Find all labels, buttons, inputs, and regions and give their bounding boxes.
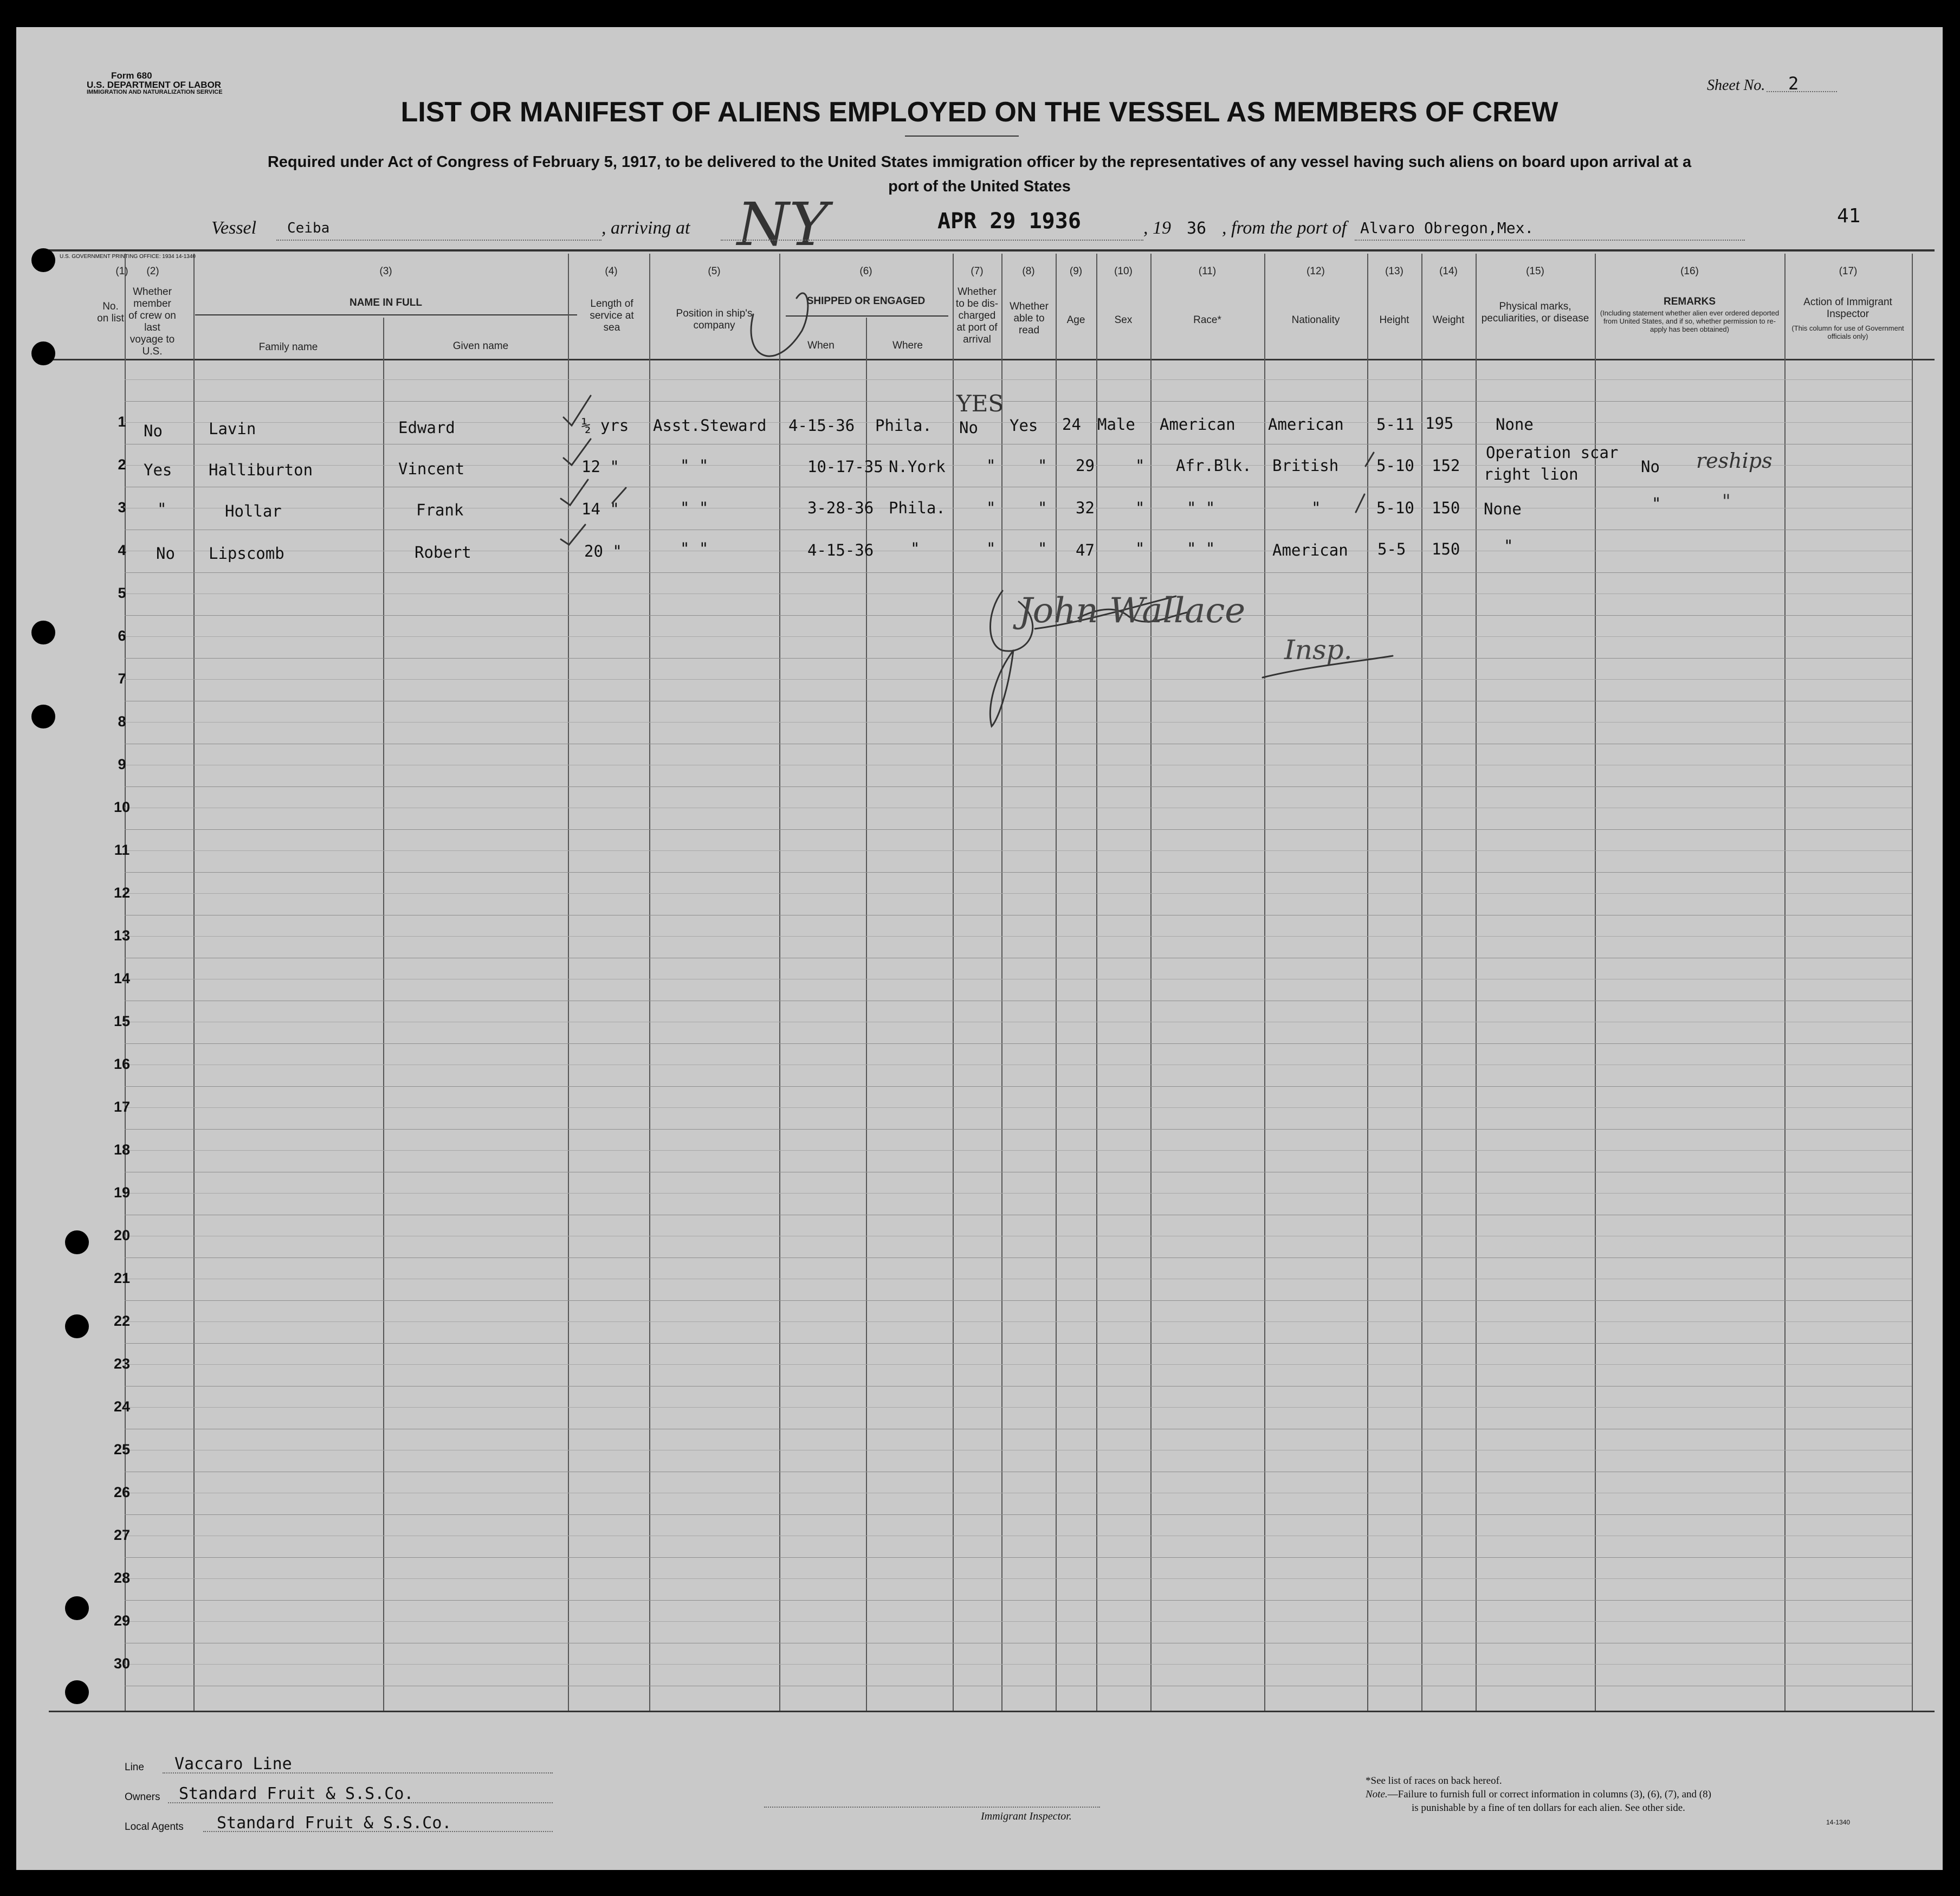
row4-weight: 150 bbox=[1432, 540, 1460, 558]
row2-age: 29 bbox=[1076, 456, 1095, 475]
row-number: 26 bbox=[113, 1484, 131, 1500]
row3-physical-marks: None bbox=[1484, 500, 1522, 518]
row-number: 29 bbox=[113, 1613, 131, 1629]
col-header-action: Action of Immigrant Inspector bbox=[1803, 296, 1892, 320]
row-number: 28 bbox=[113, 1570, 131, 1586]
department: U.S. DEPARTMENT OF LABOR bbox=[87, 80, 222, 90]
col-header-age: Age bbox=[1066, 314, 1085, 326]
row-number: 11 bbox=[114, 842, 130, 858]
punch-hole bbox=[65, 1314, 89, 1338]
colnum-17: (17) bbox=[1839, 266, 1858, 277]
row2-read: " bbox=[1038, 456, 1047, 475]
row-number: 2 bbox=[118, 456, 126, 473]
corner-mark: 41 bbox=[1837, 205, 1861, 227]
row-number: 3 bbox=[118, 499, 126, 515]
colnum-6: (6) bbox=[859, 266, 872, 277]
row-number: 23 bbox=[113, 1356, 131, 1372]
check-mark-row4 bbox=[561, 525, 585, 545]
row-number: 24 bbox=[113, 1398, 131, 1415]
col-header-race: Race* bbox=[1193, 314, 1221, 326]
printing-office: U.S. GOVERNMENT PRINTING OFFICE: 1934 14-1340 bbox=[60, 254, 196, 260]
row4-race: " " bbox=[1187, 539, 1215, 558]
tick-mark-height-3 bbox=[1356, 494, 1364, 512]
row2-given-name: Vincent bbox=[398, 460, 465, 478]
row-number: 4 bbox=[118, 542, 126, 558]
row3-race: " " bbox=[1187, 499, 1215, 517]
year-value: 36 bbox=[1187, 219, 1207, 238]
colnum-14: (14) bbox=[1439, 266, 1458, 277]
handwritten-marks bbox=[16, 27, 1943, 1870]
colnum-1: (1) bbox=[115, 266, 128, 277]
row3-discharged: " bbox=[986, 499, 996, 517]
col-header-shipped: SHIPPED OR ENGAGED bbox=[806, 295, 926, 307]
footer-owners-value: Standard Fruit & S.S.Co. bbox=[179, 1784, 414, 1803]
row3-nationality: " bbox=[1311, 499, 1321, 517]
row-number: 13 bbox=[113, 927, 131, 944]
col-header-family-name: Family name bbox=[258, 341, 318, 353]
row1-read: Yes bbox=[1010, 416, 1038, 435]
colnum-9: (9) bbox=[1069, 266, 1083, 277]
note-line-1: —Failure to furnish full or correct information in columns (3), (6), (7), and (8) bbox=[1387, 1789, 1711, 1800]
col-header-physical-marks: Physical marks, peculiarities, or disease bbox=[1481, 301, 1589, 324]
form-number: Form 680 bbox=[111, 70, 152, 81]
row2-height: 5-10 bbox=[1376, 456, 1414, 475]
punch-hole bbox=[65, 1230, 89, 1254]
row4-when: 4-15-36 bbox=[807, 541, 874, 559]
arriving-at: NY bbox=[737, 190, 829, 259]
colnum-2: (2) bbox=[146, 266, 159, 277]
row4-sex: " bbox=[1135, 539, 1145, 558]
col-header-remarks: REMARKS bbox=[1663, 296, 1716, 307]
row-number: 8 bbox=[118, 713, 126, 730]
row-number: 9 bbox=[118, 756, 126, 772]
row1-height: 5-11 bbox=[1376, 415, 1414, 434]
punch-hole bbox=[31, 705, 55, 728]
col-header-when: When bbox=[807, 340, 835, 351]
row-number: 1 bbox=[118, 414, 126, 430]
row1-weight: 195 bbox=[1425, 414, 1454, 433]
colnum-15: (15) bbox=[1526, 266, 1544, 277]
col-header-no: No. on list bbox=[97, 301, 124, 324]
page-title: LIST OR MANIFEST OF ALIENS EMPLOYED ON THE VESSEL AS MEMBERS OF CREW bbox=[400, 96, 1558, 128]
footer-form-code: 14-1340 bbox=[1826, 1818, 1851, 1826]
colnum-10: (10) bbox=[1114, 266, 1133, 277]
row2-race: Afr.Blk. bbox=[1176, 456, 1252, 475]
row-number: 12 bbox=[113, 885, 131, 901]
colnum-3: (3) bbox=[379, 266, 392, 277]
row2-physical-marks-line2: right lion bbox=[1484, 465, 1579, 483]
punch-hole bbox=[31, 248, 55, 272]
col-header-last-voyage: Whether member of crew on last voyage to U.S. bbox=[128, 286, 176, 357]
row3-service: 14 " bbox=[581, 500, 619, 518]
inspector-signature-title: Insp. bbox=[1284, 634, 1353, 666]
col-header-service: Length of service at sea bbox=[590, 298, 634, 333]
row4-last-voyage: No bbox=[156, 544, 175, 563]
row1-discharged: No bbox=[959, 418, 978, 437]
check-mark-row1 bbox=[564, 396, 591, 425]
col-header-discharged: Whether to be dis-charged at port of arrival bbox=[955, 286, 999, 345]
row3-action: " bbox=[1722, 491, 1731, 512]
row3-family-name: Hollar bbox=[225, 502, 282, 520]
row1-where: Phila. bbox=[875, 416, 932, 435]
row3-when: 3-28-36 bbox=[807, 499, 874, 517]
row3-read: " bbox=[1038, 499, 1047, 517]
row2-action: reships bbox=[1696, 449, 1773, 473]
col-header-weight: Weight bbox=[1432, 314, 1465, 326]
row2-sex: " bbox=[1135, 456, 1145, 475]
row-number: 15 bbox=[113, 1013, 131, 1029]
note-races: *See list of races on back hereof. bbox=[1366, 1775, 1502, 1787]
inspector-signature-name: John Wallace bbox=[1019, 591, 1246, 631]
row1-race: American bbox=[1160, 415, 1235, 434]
row4-where: " bbox=[910, 539, 920, 558]
row1-when: 4-15-36 bbox=[788, 416, 855, 435]
col-header-read: Whether able to read bbox=[1010, 301, 1049, 336]
row2-when: 10-17-35 bbox=[807, 457, 883, 476]
row4-family-name: Lipscomb bbox=[209, 544, 284, 563]
row-number: 17 bbox=[113, 1099, 131, 1115]
row1-sex: Male bbox=[1097, 415, 1135, 434]
punch-hole bbox=[65, 1596, 89, 1620]
footer-line-label: Line bbox=[125, 1762, 144, 1773]
col-header-name: NAME IN FULL bbox=[349, 297, 423, 308]
vessel-name: Ceiba bbox=[287, 220, 330, 236]
punch-hole bbox=[65, 1680, 89, 1704]
row-number: 20 bbox=[113, 1227, 131, 1243]
colnum-16: (16) bbox=[1680, 266, 1699, 277]
row-number: 10 bbox=[113, 799, 131, 815]
subtitle-line-2: port of the United States bbox=[888, 178, 1071, 195]
row-number: 25 bbox=[113, 1441, 131, 1458]
note-label: Note. bbox=[1366, 1789, 1388, 1800]
row4-height: 5-5 bbox=[1377, 540, 1406, 558]
row3-remarks: " bbox=[1652, 494, 1661, 513]
row3-sex: " bbox=[1135, 499, 1145, 517]
tick-mark-height-2 bbox=[1366, 453, 1374, 466]
row4-read: " bbox=[1038, 539, 1047, 558]
row2-discharged: " bbox=[986, 456, 996, 475]
row2-service: 12 " bbox=[581, 457, 619, 476]
col-header-sex: Sex bbox=[1114, 314, 1133, 326]
row1-nationality: American bbox=[1268, 415, 1344, 434]
row-number: 5 bbox=[118, 585, 126, 601]
footer-owners-label: Owners bbox=[125, 1791, 160, 1803]
row-number: 19 bbox=[113, 1184, 131, 1201]
colnum-7: (7) bbox=[971, 266, 984, 277]
col-header-given-name: Given name bbox=[452, 340, 509, 352]
row3-given-name: Frank bbox=[416, 501, 464, 519]
footer-agents-value: Standard Fruit & S.S.Co. bbox=[217, 1814, 452, 1833]
col-header-where: Where bbox=[892, 340, 923, 351]
colnum-5: (5) bbox=[708, 266, 721, 277]
row4-discharged: " bbox=[986, 539, 996, 558]
row4-position: " " bbox=[680, 539, 709, 558]
subtitle-line-1: Required under Act of Congress of February 5, 1917, to be delivered to the United States immigration officer by the representatives of any vessel having such aliens on board upon arrival at a bbox=[267, 153, 1692, 171]
row-number: 21 bbox=[113, 1270, 131, 1286]
note-block bbox=[1366, 1789, 1711, 1801]
row2-physical-marks: Operation scar bbox=[1486, 443, 1619, 462]
row1-position: Asst.Steward bbox=[653, 416, 767, 435]
row1-family-name: Lavin bbox=[209, 420, 256, 438]
row3-last-voyage: " bbox=[157, 500, 167, 518]
from-port: Alvaro Obregon,Mex. bbox=[1360, 219, 1534, 237]
row-number: 14 bbox=[113, 970, 131, 986]
row4-service: 20 " bbox=[584, 542, 622, 560]
service: IMMIGRATION AND NATURALIZATION SERVICE bbox=[87, 89, 223, 95]
colnum-13: (13) bbox=[1385, 266, 1403, 277]
row-number: 16 bbox=[113, 1056, 131, 1072]
row1-age: 24 bbox=[1062, 415, 1081, 434]
row4-age: 47 bbox=[1076, 541, 1095, 559]
row1-service: ½ yrs bbox=[581, 416, 629, 435]
punch-hole bbox=[31, 621, 55, 644]
row2-family-name: Halliburton bbox=[209, 461, 313, 479]
row-number: 6 bbox=[118, 628, 126, 644]
check-mark-row3 bbox=[561, 480, 588, 505]
row1-discharged-note: YES bbox=[956, 390, 1004, 417]
footer-agents-label: Local Agents bbox=[125, 1821, 184, 1833]
row-number: 27 bbox=[113, 1527, 131, 1543]
row3-weight: 150 bbox=[1432, 499, 1460, 517]
from-port-label: , from the port of bbox=[1222, 218, 1347, 238]
row2-nationality: British bbox=[1272, 456, 1339, 475]
row-number: 7 bbox=[118, 670, 126, 687]
tick-mark-service bbox=[612, 488, 626, 503]
row2-remarks: No bbox=[1641, 457, 1660, 476]
row1-last-voyage: No bbox=[144, 422, 163, 440]
col-header-nationality: Nationality bbox=[1291, 314, 1340, 326]
row2-last-voyage: Yes bbox=[144, 461, 172, 479]
row2-where: N.York bbox=[889, 457, 946, 476]
arriving-label: , arriving at bbox=[601, 218, 690, 238]
colnum-12: (12) bbox=[1306, 266, 1325, 277]
sheet-number: 2 bbox=[1788, 73, 1799, 94]
row4-nationality: American bbox=[1272, 541, 1348, 559]
note-line-2: is punishable by a fine of ten dollars for each alien. See other side. bbox=[1412, 1802, 1685, 1814]
row4-physical-marks: " bbox=[1504, 537, 1513, 555]
row2-weight: 152 bbox=[1432, 456, 1460, 475]
col-header-height: Height bbox=[1379, 314, 1409, 326]
manifest-sheet bbox=[16, 27, 1943, 1870]
date-stamp: APR 29 1936 bbox=[937, 209, 1081, 234]
colnum-8: (8) bbox=[1022, 266, 1035, 277]
position-flourish bbox=[751, 293, 808, 356]
row1-physical-marks: None bbox=[1496, 415, 1534, 434]
immigrant-inspector-label: Immigrant Inspector. bbox=[981, 1810, 1072, 1822]
colnum-11: (11) bbox=[1198, 266, 1217, 277]
sheet-label: Sheet No. bbox=[1707, 77, 1765, 94]
row3-height: 5-10 bbox=[1376, 499, 1414, 517]
col-header-remarks-note: (Including statement whether alien ever ordered deported from United States, and if so, whether permission to re-apply has been obtained) bbox=[1600, 309, 1780, 333]
row3-where: Phila. bbox=[889, 499, 946, 517]
row3-age: 32 bbox=[1076, 499, 1095, 517]
check-mark-row2 bbox=[564, 439, 591, 465]
vessel-label: Vessel bbox=[211, 218, 257, 238]
row2-position: " " bbox=[680, 456, 709, 475]
col-header-position: Position in ship's company bbox=[676, 308, 753, 331]
row-number: 18 bbox=[113, 1142, 131, 1158]
row-number: 30 bbox=[113, 1655, 131, 1672]
row3-position: " " bbox=[680, 499, 709, 517]
punch-hole bbox=[31, 341, 55, 365]
year-label: , 19 bbox=[1143, 218, 1171, 238]
row4-given-name: Robert bbox=[415, 543, 471, 562]
row1-given-name: Edward bbox=[398, 418, 455, 437]
footer-line-value: Vaccaro Line bbox=[174, 1755, 292, 1774]
row-number: 22 bbox=[113, 1313, 131, 1329]
colnum-4: (4) bbox=[605, 266, 618, 277]
col-header-action-note: (This column for use of Government officials only) bbox=[1791, 324, 1904, 340]
